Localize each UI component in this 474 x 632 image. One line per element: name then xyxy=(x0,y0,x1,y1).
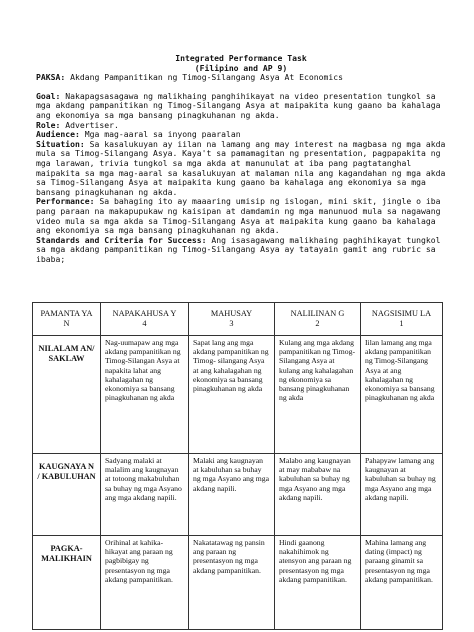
goal-text: Nakapagsasagawa ng malikhaing panghihikayat na video presentation tungkol sa mga akdang pampanitikan ng Timog-Silangang Asya at maipakita kung gaano ba kahalaga ang ekonomiya sa mga bansang pinagkuhanan ng akda. xyxy=(36,90,441,120)
header-score: 1 xyxy=(399,319,404,328)
audience-label: Audience: xyxy=(36,129,80,140)
rubric-cell: Mahina lamang ang dating (impact) ng paraang ginamit sa presentasyon ng mga akdang pampanitikan. xyxy=(361,536,443,630)
header-score: 2 xyxy=(315,319,320,328)
rubric-row-pagkamalikhain xyxy=(33,536,443,630)
goal-label: Goal: xyxy=(36,90,61,101)
performance-paragraph xyxy=(36,197,446,235)
rubric-cell: Pahapyaw lamang ang kaugnayan at kabuluhan sa buhay ng mga Asyano ang mga akdang napili. xyxy=(361,454,443,536)
header-score: 4 xyxy=(142,319,147,328)
audience-text: Mga mag-aaral sa inyong paaralan xyxy=(79,129,241,140)
title-line-1: Integrated Performance Task xyxy=(175,53,307,63)
standards-label: Standards and Criteria for Success: xyxy=(36,234,207,245)
header-label: PAMANTA YA N xyxy=(40,309,93,328)
rubric-row-kaugnayan xyxy=(33,454,443,536)
standards-paragraph xyxy=(36,236,446,265)
criterion-cell: KAUGNAYA N / KABULUHAN xyxy=(33,454,101,536)
situation-paragraph xyxy=(36,140,446,198)
header-label: NAGSISIMU LA xyxy=(371,309,432,318)
document-header xyxy=(36,54,446,264)
rubric-cell: Nag-uumapaw ang mga akdang pampanitikan ng Timog-Silangan Asya at napakita lahat ang kahalagahan ng ekonomiya sa bansang pinagkuhanan ng akda xyxy=(101,336,189,454)
header-score-4 xyxy=(101,303,189,336)
rubric-cell: Malaki ang kaugnayan at kabuluhan sa buhay ng mga Asyano ang mga akdang napili. xyxy=(189,454,275,536)
header-score-2 xyxy=(275,303,361,336)
paksa-label: PAKSA: xyxy=(36,72,66,83)
rubric-row-nilalaman xyxy=(33,336,443,454)
header-score-3 xyxy=(189,303,275,336)
performance-text: Sa bahaging ito ay maaaring umisip ng islogan, mini skit, jingle o iba pang paraan na makapupukaw ng kaisipan at damdamin ng mga manunuod mula sa nagawang video mula sa mga akda sa Timog-Silangang Asya at maipakita kung gaano ba kahalaga ang ekonomiya sa mga bansang pinagkuhanan ng akda. xyxy=(36,196,441,236)
rubric-cell: Sapat lang ang mga akdang pampanitikan ng Timog- silangang Asya at ang kahalagahan ng ekonomiya sa bansang pinagkuhanan ng akda xyxy=(189,336,275,454)
rubric-header-row xyxy=(33,303,443,336)
header-score: 3 xyxy=(229,319,234,328)
role-label: Role: xyxy=(36,119,61,130)
rubric-cell: Kulang ang mga akdang pampanitikan ng Timog-Silangang Asya at kulang ang kahalagahan ng ekonomiya sa bansang pinagkuhanan ng akda xyxy=(275,336,361,454)
role-text: Advertiser. xyxy=(60,119,119,130)
rubric-cell: Iilan lamang ang mga akdang pampanitikan ng Timog-Silangang Asya at ang kahalagahan ng ekonomiya sa bansang pinagkuhanan ng akda xyxy=(361,336,443,454)
header-score-1 xyxy=(361,303,443,336)
goal-paragraph xyxy=(36,92,446,121)
criterion-cell: NILALAM AN/ SAKLAW xyxy=(33,336,101,454)
header-label: NAPAKAHUSA Y xyxy=(112,309,177,318)
rubric-cell: Sadyang malaki at malalim ang kaugnayan at totoong makabuluhan sa buhay ng mga Asyano ang mga akdang napili. xyxy=(101,454,189,536)
header-criteria xyxy=(33,303,101,336)
rubric-cell: Orihinal at kahika-hikayat ang paraan ng pagbibigay ng presentasyon ng mga akdang pampanitikan. xyxy=(101,536,189,630)
situation-text: Sa kasalukuyan ay iilan na lamang ang may interest na magbasa ng mga akda mula sa Timog-Silangang Asya. Kaya't sa pamamagitan ng presentation, pagpapakita ng mga larawan, trivia tungkol sa mga akda at manunulat at iba pang pagtatanghal maipakita sa mga mag-aaral sa kasalukuyan at malaman nila ang kagandahan ng mga akda sa Timog-Silangang Asya at maipakita kung gaano ba kahalaga ang ekonomiya sa mga bansang pinagkuhanan ng akda. xyxy=(36,138,446,197)
header-label: MAHUSAY xyxy=(210,309,253,318)
standards-text: Ang isasagawang malikhaing paghihikayat tungkol sa mga akdang pampanitikan ng Timog-Silangang Asya ay tatayain gamit ang rubric sa ibaba; xyxy=(36,234,441,264)
rubric-cell: Malabo ang kaugnayan at may mababaw na kabuluhan sa buhay ng mga Asyano ang mga akdang napili. xyxy=(275,454,361,536)
rubric-cell: Nakatatawag ng pansin ang paraan ng presentasyon ng mga akdang pampanitikan. xyxy=(189,536,275,630)
paksa-paragraph xyxy=(36,73,446,83)
paksa-text: Akdang Pampanitikan ng Timog-Silangang Asya At Economics xyxy=(65,72,344,83)
situation-label: Situation: xyxy=(36,138,85,149)
criterion-cell: PAGKA- MALIKHAIN xyxy=(33,536,101,630)
rubric-table xyxy=(32,302,443,630)
header-label: NALILINAN G xyxy=(290,309,345,318)
performance-label: Performance: xyxy=(36,196,95,207)
rubric-cell: Hindi gaanong nakahihimok ng atensyon ang paraan ng presentasyon ng mga akdang pampanitikan. xyxy=(275,536,361,630)
title-line-2: (Filipino and AP 9) xyxy=(194,62,288,73)
